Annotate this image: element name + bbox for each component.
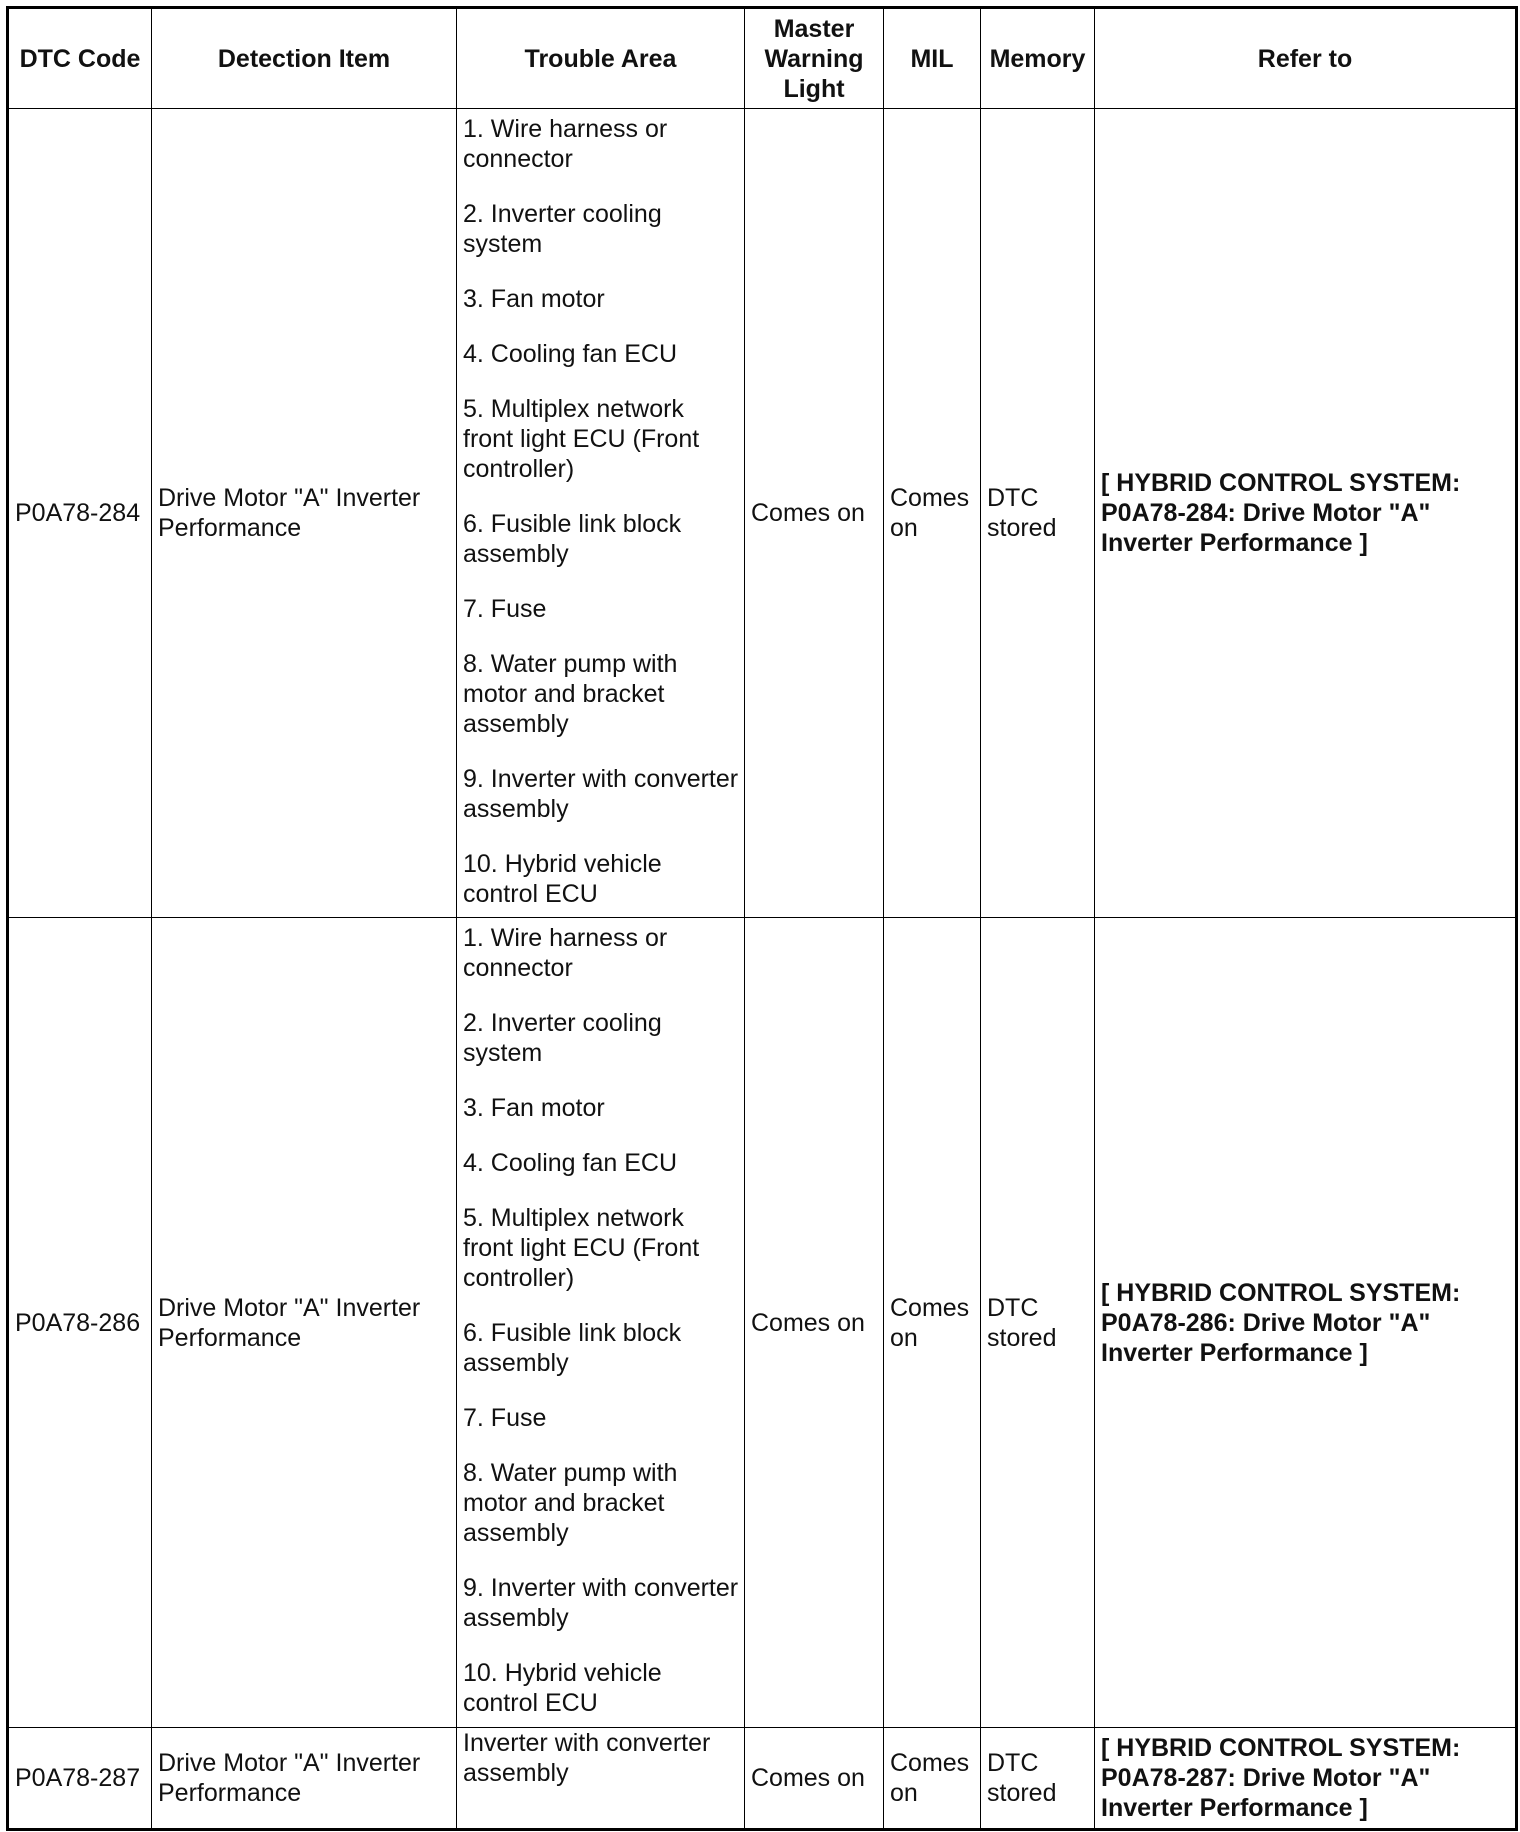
refer-to-link[interactable]: [ HYBRID CONTROL SYSTEM: P0A78-284: Drive Motor "A" Inverter Performance ] bbox=[1101, 469, 1461, 558]
refer-to-link[interactable]: [ HYBRID CONTROL SYSTEM: P0A78-287: Drive Motor "A" Inverter Performance ] bbox=[1101, 1733, 1461, 1822]
trouble-area-item: 7. Fuse bbox=[463, 595, 547, 623]
header-dtc-code: DTC Code bbox=[8, 8, 152, 109]
trouble-area-item: 7. Fuse bbox=[463, 1404, 547, 1433]
trouble-area-item: 2. Inverter cooling system bbox=[463, 1009, 662, 1068]
memory-cell: DTC stored bbox=[981, 109, 1095, 918]
trouble-area-item: 5. Multiplex network front light ECU (Front controller) bbox=[463, 395, 700, 483]
refer-to-cell bbox=[1095, 109, 1517, 918]
trouble-area-list bbox=[463, 918, 740, 1718]
header-detection-item: Detection Item bbox=[152, 8, 457, 109]
mil-cell: Comes on bbox=[884, 109, 981, 918]
table-row bbox=[8, 1727, 1517, 1829]
header-refer-to: Refer to bbox=[1095, 8, 1517, 109]
dtc-code-cell: P0A78-286 bbox=[8, 918, 152, 1727]
trouble-area-item: 8. Water pump with motor and bracket assembly bbox=[463, 650, 678, 738]
trouble-area-item: 1. Wire harness or connector bbox=[463, 924, 668, 983]
trouble-area-item: 4. Cooling fan ECU bbox=[463, 1149, 678, 1178]
trouble-area-item: 6. Fusible link block assembly bbox=[463, 1319, 682, 1378]
trouble-area-item: 4. Cooling fan ECU bbox=[463, 340, 678, 368]
detection-item-cell: Drive Motor "A" Inverter Performance bbox=[152, 1727, 457, 1829]
table-row bbox=[8, 918, 1517, 1727]
detection-item-cell: Drive Motor "A" Inverter Performance bbox=[152, 109, 457, 918]
detection-item-cell: Drive Motor "A" Inverter Performance bbox=[152, 918, 457, 1727]
memory-cell: DTC stored bbox=[981, 918, 1095, 1727]
dtc-table bbox=[6, 6, 1518, 1831]
table-header bbox=[8, 8, 1517, 109]
trouble-area-item: 3. Fan motor bbox=[463, 1094, 605, 1123]
trouble-area-item: 9. Inverter with converter assembly bbox=[463, 1574, 739, 1633]
trouble-area-cell bbox=[457, 109, 745, 918]
refer-to-link[interactable]: [ HYBRID CONTROL SYSTEM: P0A78-286: Drive Motor "A" Inverter Performance ] bbox=[1101, 1278, 1461, 1367]
header-row bbox=[8, 8, 1517, 109]
master-warning-light-cell: Comes on bbox=[745, 1727, 884, 1829]
trouble-area-item: 10. Hybrid vehicle control ECU bbox=[463, 850, 662, 908]
master-warning-light-cell: Comes on bbox=[745, 918, 884, 1727]
trouble-area-item: 5. Multiplex network front light ECU (Front controller) bbox=[463, 1204, 700, 1293]
header-mil: MIL bbox=[884, 8, 981, 109]
header-master-warning-light: Master Warning Light bbox=[745, 8, 884, 109]
trouble-area-item: 8. Water pump with motor and bracket assembly bbox=[463, 1459, 678, 1548]
master-warning-light-cell: Comes on bbox=[745, 109, 884, 918]
dtc-code-cell: P0A78-284 bbox=[8, 109, 152, 918]
header-memory: Memory bbox=[981, 8, 1095, 109]
trouble-area-cell bbox=[457, 918, 745, 1727]
trouble-area-cell bbox=[457, 1727, 745, 1829]
trouble-area-item: 10. Hybrid vehicle control ECU bbox=[463, 1659, 662, 1718]
trouble-area-item: 2. Inverter cooling system bbox=[463, 200, 662, 258]
mil-cell: Comes on bbox=[884, 1727, 981, 1829]
mil-cell: Comes on bbox=[884, 918, 981, 1727]
trouble-area-item: Inverter with converter assembly bbox=[463, 1728, 711, 1787]
trouble-area-list bbox=[463, 109, 740, 909]
trouble-area-item: 6. Fusible link block assembly bbox=[463, 510, 682, 568]
memory-cell: DTC stored bbox=[981, 1727, 1095, 1829]
table-row bbox=[8, 109, 1517, 918]
trouble-area-item: 1. Wire harness or connector bbox=[463, 115, 668, 173]
refer-to-cell bbox=[1095, 1727, 1517, 1829]
header-trouble-area: Trouble Area bbox=[457, 8, 745, 109]
table-body bbox=[8, 109, 1517, 1830]
trouble-area-item: 9. Inverter with converter assembly bbox=[463, 765, 739, 823]
dtc-code-cell: P0A78-287 bbox=[8, 1727, 152, 1829]
refer-to-cell bbox=[1095, 918, 1517, 1727]
trouble-area-item: 3. Fan motor bbox=[463, 285, 605, 313]
